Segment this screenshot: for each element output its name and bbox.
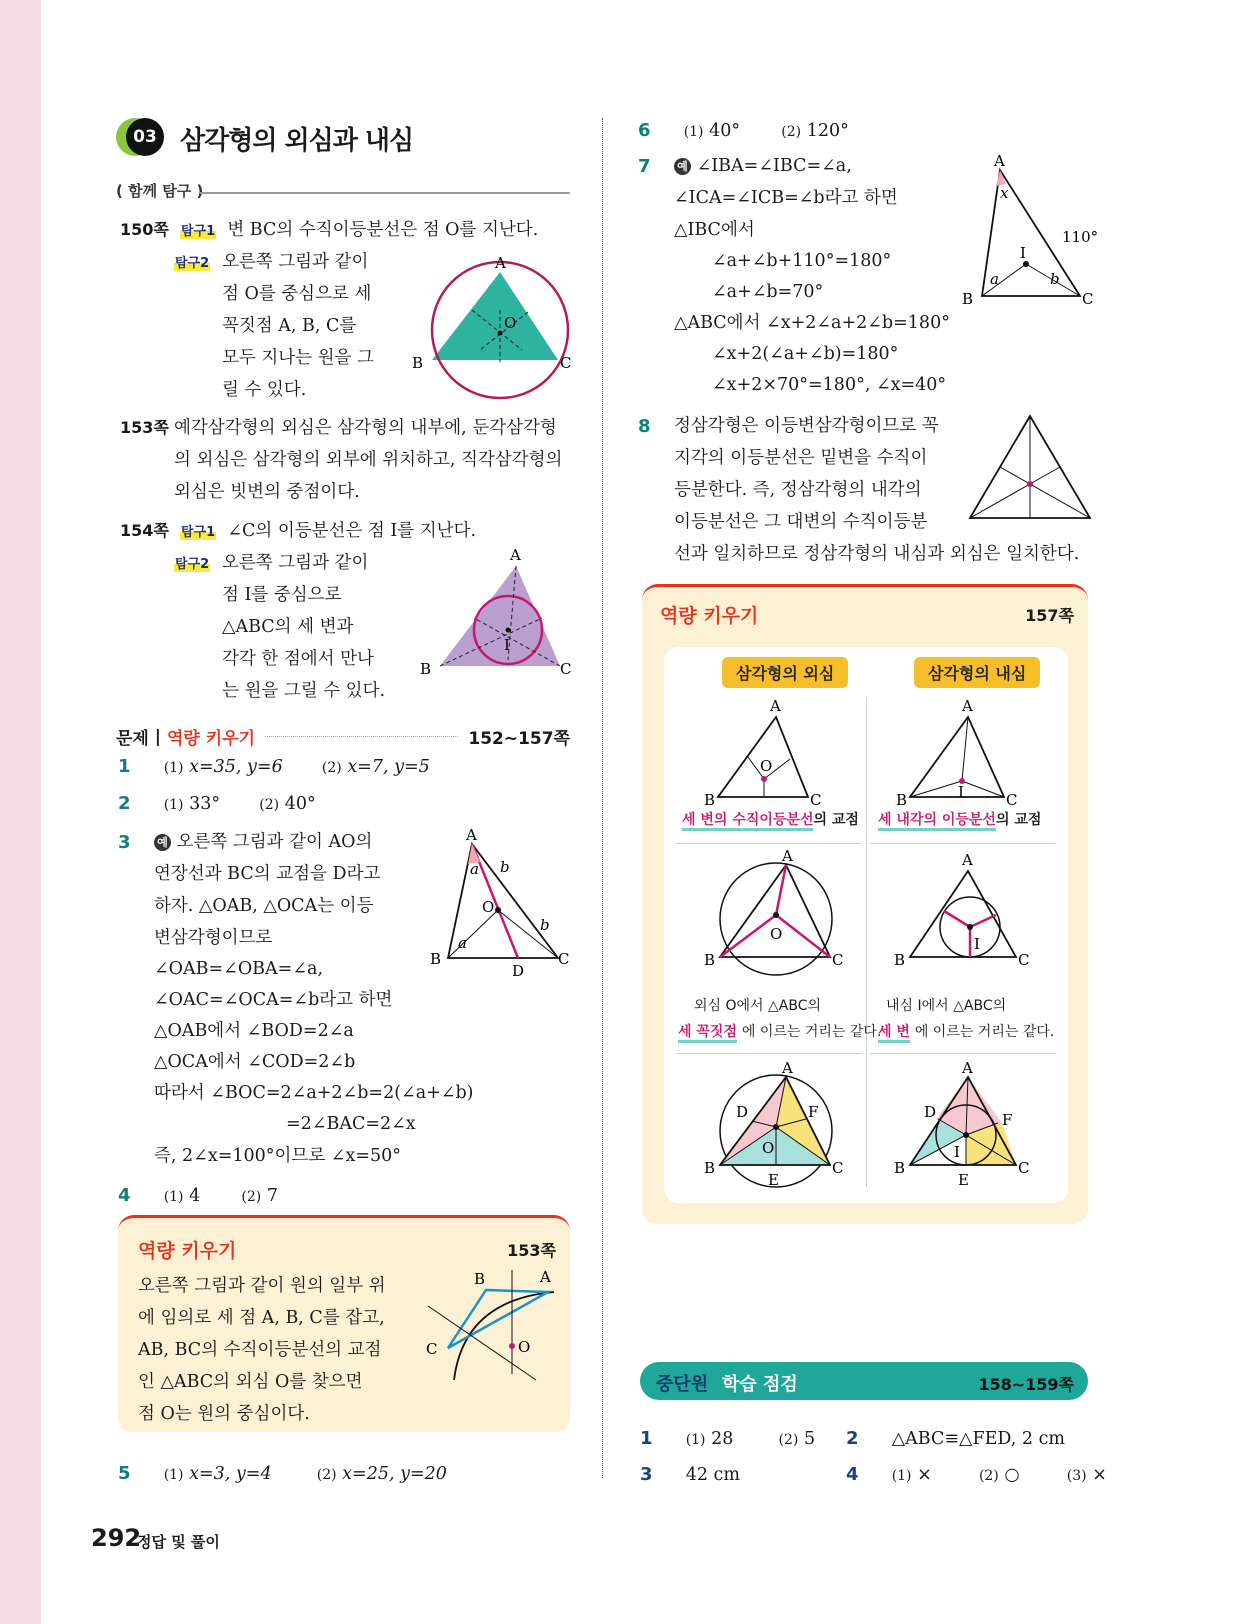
circumcircle-distance-figure (700, 847, 850, 983)
svg-text:A: A (466, 826, 477, 844)
column-divider (602, 118, 603, 1478)
answer-5: 5 (1) x=3, y=4 (2) x=25, y=20 (118, 1463, 447, 1484)
footer-label: 정답 및 풀이 (137, 1533, 220, 1551)
svg-text:I: I (954, 1143, 960, 1161)
svg-text:C: C (560, 354, 572, 372)
review-banner: 중단원 학습 점검 158~159쪽 (640, 1362, 1088, 1400)
answer-8: 8 (638, 416, 651, 437)
svg-text:B: B (894, 1159, 906, 1177)
page-number: 292 (91, 1524, 142, 1552)
svg-text:C: C (832, 951, 844, 969)
svg-text:C: C (426, 1340, 438, 1358)
incenter-def-figure (896, 697, 1036, 807)
svg-text:C: C (558, 950, 570, 968)
review-1: 1 (1) 28 (2) 5 (640, 1428, 816, 1449)
svg-text:B: B (896, 791, 908, 809)
circumcircle-figure (410, 250, 570, 390)
example-badge: 예 (154, 834, 171, 851)
svg-text:D: D (924, 1103, 937, 1121)
svg-text:B: B (412, 354, 424, 372)
svg-text:O: O (770, 925, 783, 943)
section-badge (116, 118, 172, 156)
svg-text:x: x (1000, 184, 1009, 202)
svg-text:110°: 110° (1062, 228, 1099, 246)
svg-text:A: A (510, 546, 521, 564)
svg-text:F: F (808, 1103, 819, 1121)
svg-text:A: A (962, 697, 973, 715)
svg-text:I: I (974, 935, 980, 953)
svg-text:B: B (962, 290, 974, 308)
svg-text:A: A (962, 851, 973, 869)
answer-1: 1 (1) x=35, y=6 (2) x=7, y=5 (118, 756, 430, 777)
svg-text:a: a (458, 934, 467, 952)
svg-text:I: I (958, 783, 964, 801)
svg-text:I: I (504, 636, 510, 654)
page-margin-stripe (0, 0, 41, 1624)
svg-text:B: B (420, 660, 432, 678)
svg-text:C: C (1082, 290, 1094, 308)
incenter-areas-figure (892, 1061, 1042, 1191)
svg-text:C: C (1018, 1159, 1030, 1177)
section-number: 03 (126, 118, 164, 156)
svg-text:E: E (958, 1171, 969, 1189)
svg-text:C: C (1018, 951, 1030, 969)
explore-153: 153쪽 (120, 418, 169, 437)
svg-text:O: O (760, 757, 773, 775)
svg-text:A: A (782, 1059, 793, 1077)
equilateral-figure (966, 412, 1096, 522)
explore-154-t2: 탐구2 (175, 557, 210, 572)
svg-text:D: D (736, 1103, 749, 1121)
explore-154-t1: 154쪽 탐구1 ∠C의 이등분선은 점 I를 지난다. (120, 521, 477, 541)
incircle-distance-figure (892, 853, 1042, 983)
svg-text:b: b (500, 858, 510, 876)
svg-text:B: B (894, 951, 906, 969)
review-4: 4 (1) × (2) ○ (3) × (846, 1464, 1107, 1485)
svg-text:A: A (540, 1268, 551, 1286)
svg-text:O: O (504, 314, 517, 332)
svg-text:C: C (1006, 791, 1018, 809)
explore-150-t1: 150쪽 탐구1 변 BC의 수직이등분선은 점 O를 지난다. (120, 220, 539, 240)
svg-text:B: B (704, 791, 716, 809)
svg-text:C: C (560, 660, 572, 678)
incircle-figure (418, 546, 572, 678)
svg-text:B: B (704, 1159, 716, 1177)
svg-text:B: B (474, 1270, 486, 1288)
answer-4: 4 (1) 4 (2) 7 (118, 1185, 278, 1206)
svg-text:D: D (512, 962, 525, 980)
svg-text:O: O (762, 1139, 775, 1157)
review-3: 3 42 cm (640, 1464, 740, 1485)
svg-text:B: B (704, 951, 716, 969)
svg-text:A: A (994, 152, 1005, 170)
svg-text:A: A (770, 697, 781, 715)
answer-7: 7 (638, 156, 651, 177)
svg-text:B: B (430, 950, 442, 968)
comparison-table: 삼각형의 외심 삼각형의 내심 A B C O A B C I 세 변의 수직이등분선의 교점 세 내각의 이등분선의 교점 A B C O A B C I 외심 O에서 △ABC의 세 꼭짓점 에 이르는 거리는 같다. 내심 I에서 △ABC의 세 변 에 이르는 거리는 같다. A B C E D F O A B C E D F I (664, 647, 1068, 1203)
svg-text:A: A (782, 847, 793, 865)
answer-3: 3 (118, 832, 131, 853)
svg-text:a: a (990, 270, 999, 288)
svg-text:F: F (1002, 1111, 1013, 1129)
svg-text:O: O (482, 898, 495, 916)
answer-7-figure (962, 152, 1099, 308)
explore-divider (200, 192, 570, 194)
answer-6: 6 (1) 40° (2) 120° (638, 120, 849, 141)
svg-text:a: a (470, 860, 479, 878)
explore-label: ( 함께 탐구 ) (116, 182, 204, 200)
svg-text:C: C (810, 791, 822, 809)
circle-center-figure (424, 1270, 564, 1390)
svg-text:A: A (962, 1059, 973, 1077)
circumcenter-def-figure (704, 697, 844, 807)
svg-text:C: C (832, 1159, 844, 1177)
svg-text:I: I (1020, 244, 1026, 262)
capacity-box-157: 역량 키우기 157쪽 삼각형의 외심 삼각형의 내심 A B C O A B C I 세 변의 수직이등분선의 교점 세 내각의 이등분선의 교점 A B C O A B C I 외심 O에서 △ABC의 세 꼭짓점 에 이르는 거리는 같다. 내심 I에서 △ABC의 세 변 에 이르는 거리는 같다. A B C E D F O A B C E D F I (642, 584, 1088, 1224)
problems-header: 문제 | 역량 키우기 152~157쪽 (116, 726, 570, 749)
svg-text:O: O (518, 1338, 531, 1356)
circumcenter-areas-figure (700, 1061, 850, 1191)
page-title: 삼각형의 외심과 내심 (180, 126, 414, 156)
explore-150-t2: 탐구2 (175, 256, 210, 271)
svg-text:A: A (495, 254, 506, 272)
answer-2: 2 (1) 33° (2) 40° (118, 793, 316, 814)
answer-3-figure (430, 826, 570, 982)
svg-text:b: b (1050, 270, 1060, 288)
svg-text:E: E (768, 1171, 779, 1189)
review-2: 2 △ABC≡△FED, 2 cm (846, 1428, 1066, 1449)
svg-text:b: b (540, 916, 550, 934)
capacity-box-153: 역량 키우기 153쪽 오른쪽 그림과 같이 원의 일부 위 에 임의로 세 점 A, B, C를 잡고, AB, BC의 수직이등분선의 교점 인 △ABC의 외심 O를 찾으면 점 O는 원의 중심이다. B A C O (118, 1215, 570, 1432)
